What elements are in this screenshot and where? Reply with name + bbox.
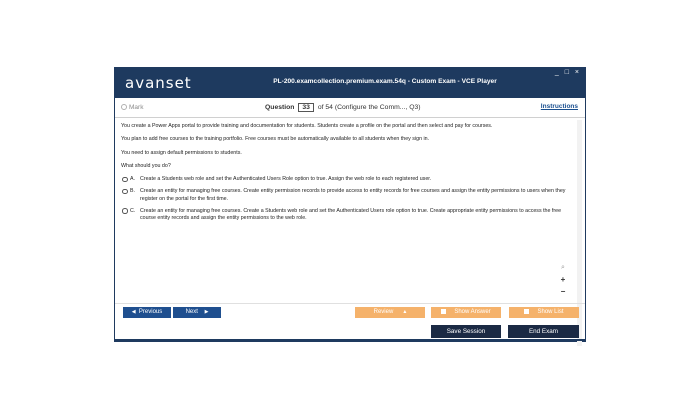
window-bottom-border [115, 339, 585, 341]
question-paragraph: You create a Power Apps portal to provide training and documentation for students. Students create a profile on the portal and then select and pay for courses. [121, 123, 493, 129]
question-content [121, 123, 576, 227]
triangle-up-icon: ▴ [403, 309, 407, 315]
review-label: Review [373, 309, 394, 315]
save-session-button[interactable]: Save Session [431, 325, 501, 338]
show-answer-button[interactable] [431, 307, 501, 318]
question-paragraph: You need to assign default permissions to students. [121, 149, 242, 156]
radio-button[interactable] [122, 189, 128, 195]
question-indicator [265, 103, 421, 112]
radio-button[interactable] [122, 208, 128, 214]
vce-player-window [114, 67, 586, 342]
option-text: Create an entity for managing free courses. Create a Students web role and set the Authenticated Users role option to true. Create appropriate entity permissions to access the free course entity records and assign the entity permissions to the web role. [140, 207, 562, 221]
show-list-label: Show List [537, 309, 564, 315]
end-exam-button[interactable]: End Exam [508, 325, 579, 338]
answer-option-b[interactable] [121, 188, 576, 202]
option-letter: B. [130, 188, 136, 195]
divider [115, 303, 585, 304]
question-paragraph: You plan to add free courses to the training portfolio. Free courses must be automatically available to all students when they sign in. [121, 136, 430, 143]
option-text: Create an entity for managing free courses. Create entity permission records to provide access to entity records for free courses and assign the entity permissions to users when they register on the portal for the first time. [140, 188, 566, 202]
answer-option-a[interactable] [121, 176, 576, 183]
chevron-left-icon: ◀ [131, 309, 136, 315]
chevron-right-icon: ▶ [204, 309, 209, 315]
question-suffix: of 54 (Configure the Comm..., Q3) [317, 104, 421, 111]
title-bar [115, 68, 585, 98]
show-answer-checkbox[interactable] [441, 309, 446, 314]
window-title: PL-200.examcollection.premium.exam.54q - Custom Exam - VCE Player [273, 78, 497, 85]
avanset-logo: avanset [125, 74, 192, 92]
option-letter: A. [130, 176, 136, 183]
show-list-checkbox[interactable] [524, 309, 529, 314]
mark-label: Mark [129, 104, 144, 111]
question-label: Question [265, 104, 295, 111]
zoom-out-icon[interactable]: − [560, 287, 566, 296]
mark-checkbox-icon [121, 104, 127, 110]
mark-checkbox[interactable] [121, 104, 143, 111]
instructions-link[interactable]: Instructions [540, 103, 578, 110]
show-list-button[interactable] [509, 307, 579, 318]
show-answer-label: Show Answer [454, 309, 491, 315]
next-label: Next [185, 309, 198, 315]
maximize-icon[interactable]: □ [564, 69, 571, 76]
previous-button[interactable] [123, 307, 171, 318]
previous-label: Previous [138, 309, 163, 315]
close-icon[interactable]: × [574, 69, 581, 76]
option-letter: C. [130, 207, 136, 214]
answer-option-c[interactable] [121, 208, 576, 222]
window-controls [555, 69, 581, 76]
question-toolbar [115, 98, 585, 118]
review-button[interactable] [355, 307, 425, 318]
zoom-in-icon[interactable]: + [560, 275, 566, 284]
minimize-icon[interactable]: _ [554, 69, 561, 76]
radio-button[interactable] [122, 177, 128, 183]
option-text: Create a Students web role and set the Authenticated Users Role option to true. Assign the web role to each registered user. [140, 176, 432, 183]
next-button[interactable] [173, 307, 221, 318]
question-number-field[interactable]: 33 [298, 103, 314, 112]
question-prompt: What should you do? [121, 162, 171, 169]
search-icon[interactable]: ⌕ [561, 264, 565, 271]
